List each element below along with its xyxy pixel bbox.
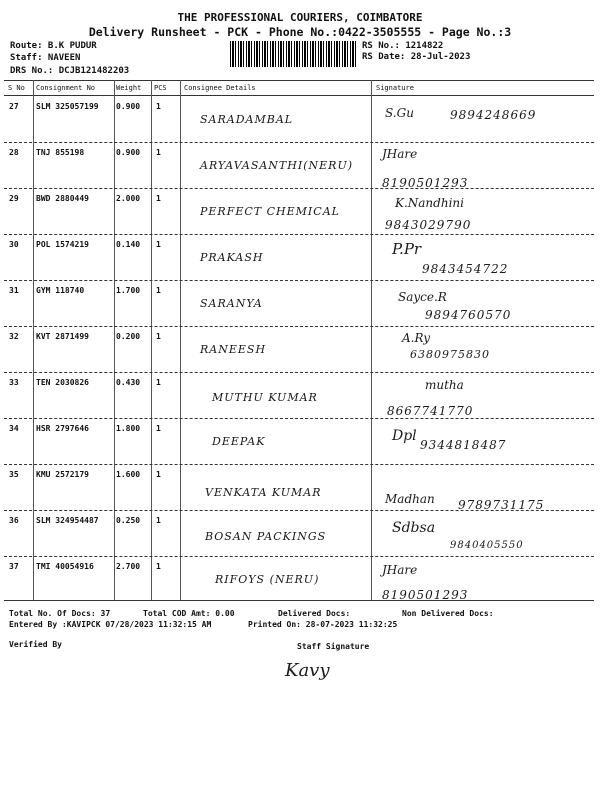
row-consignment-no: GYM 118740 [36, 286, 85, 295]
row-consignment-no: KVT 2871499 [36, 332, 89, 341]
row-sno: 34 [9, 424, 19, 433]
row-consignee: RANEESH [200, 343, 267, 356]
row-pcs: 1 [156, 102, 161, 111]
row-divider [4, 234, 594, 235]
col-header-sno: S No [8, 84, 25, 92]
row-phone: 9344818487 [420, 438, 507, 452]
row-divider [4, 556, 594, 557]
row-signature: JHare [382, 147, 418, 161]
total-docs: Total No. Of Docs: 37 [9, 609, 111, 618]
barcode-image [230, 41, 358, 67]
row-divider [4, 510, 594, 511]
row-sno: 36 [9, 516, 19, 525]
row-divider [4, 326, 594, 327]
rs-date: RS Date: 28-Jul-2023 [362, 52, 471, 62]
row-phone: 9840405550 [450, 540, 524, 551]
row-consignee: RIFOYS (NERU) [215, 573, 320, 586]
staff-signature-label: Staff Signature [297, 642, 370, 651]
row-signature: mutha [425, 378, 464, 392]
row-sno: 30 [9, 240, 19, 249]
staff-signature-mark: Kavy [285, 660, 330, 681]
company-title: THE PROFESSIONAL COURIERS, COIMBATORE [177, 11, 423, 24]
row-signature: A.Ry [402, 331, 431, 345]
row-weight: 0.900 [116, 148, 141, 157]
row-consignment-no: TEN 2030826 [36, 378, 89, 387]
row-sno: 29 [9, 194, 19, 203]
row-phone: 9843029790 [385, 218, 472, 232]
row-phone: 9789731175 [458, 498, 545, 512]
row-phone: 9843454722 [422, 262, 509, 276]
drs-number: DRS No.: DCJB121482203 [10, 66, 130, 76]
row-pcs: 1 [156, 194, 161, 203]
row-sno: 28 [9, 148, 19, 157]
row-weight: 1.600 [116, 470, 141, 479]
route-label: Route: B.K PUDUR [10, 41, 97, 51]
row-pcs: 1 [156, 516, 161, 525]
col-header-consignment: Consignment No [36, 84, 96, 92]
row-pcs: 1 [156, 240, 161, 249]
table-row [0, 374, 600, 420]
row-weight: 0.900 [116, 102, 141, 111]
row-signature: P.Pr [392, 240, 422, 258]
row-divider [4, 418, 594, 419]
row-sno: 35 [9, 470, 19, 479]
col-header-signature: Signature [376, 84, 414, 92]
row-weight: 2.000 [116, 194, 141, 203]
col-header-consignee: Consignee Details [184, 84, 256, 92]
row-phone: 9894760570 [425, 308, 512, 322]
delivered-docs: Delivered Docs: [278, 609, 351, 618]
row-consignment-no: TMI 40054916 [36, 562, 94, 571]
table-row [0, 466, 600, 512]
row-consignment-no: SLM 325057199 [36, 102, 99, 111]
row-consignee: MUTHU KUMAR [212, 391, 318, 404]
non-delivered-docs: Non Delivered Docs: [402, 609, 494, 618]
row-pcs: 1 [156, 332, 161, 341]
row-pcs: 1 [156, 148, 161, 157]
row-consignment-no: HSR 2797646 [36, 424, 89, 433]
row-signature: Madhan [385, 492, 435, 506]
row-divider [4, 280, 594, 281]
row-weight: 0.200 [116, 332, 141, 341]
row-phone: 8667741770 [387, 404, 474, 418]
table-header-border [4, 95, 594, 96]
row-weight: 2.700 [116, 562, 141, 571]
row-weight: 1.800 [116, 424, 141, 433]
row-signature: Dpl [392, 428, 417, 444]
row-sno: 37 [9, 562, 19, 571]
row-weight: 0.430 [116, 378, 141, 387]
verified-by-label: Verified By [9, 640, 62, 649]
row-phone: 6380975830 [410, 348, 490, 361]
table-row [0, 558, 600, 604]
row-consignee: PRAKASH [200, 251, 264, 264]
row-consignee: BOSAN PACKINGS [205, 530, 327, 543]
row-divider [4, 188, 594, 189]
row-sno: 31 [9, 286, 19, 295]
table-bottom-border [4, 600, 594, 601]
row-pcs: 1 [156, 378, 161, 387]
row-signature: K.Nandhini [395, 196, 464, 210]
row-consignee: SARANYA [200, 297, 263, 310]
table-row [0, 236, 600, 282]
row-consignee: DEEPAK [212, 435, 266, 448]
row-consignment-no: KMU 2572179 [36, 470, 89, 479]
table-row [0, 420, 600, 466]
table-row [0, 328, 600, 374]
runsheet-subtitle: Delivery Runsheet - PCK - Phone No.:0422-3505555 - Page No.:3 [88, 25, 512, 39]
row-weight: 0.250 [116, 516, 141, 525]
row-consignment-no: POL 1574219 [36, 240, 89, 249]
row-consignee: PERFECT CHEMICAL [200, 205, 340, 218]
row-consignee: VENKATA KUMAR [205, 486, 322, 499]
row-phone: 9894248669 [450, 108, 537, 122]
total-cod-amount: Total COD Amt: 0.00 [143, 609, 235, 618]
table-row [0, 512, 600, 558]
col-header-pcs: PCS [154, 84, 167, 92]
staff-label: Staff: NAVEEN [10, 53, 81, 63]
row-pcs: 1 [156, 424, 161, 433]
row-consignee: ARYAVASANTHI(NERU) [200, 159, 354, 172]
row-sno: 32 [9, 332, 19, 341]
table-row [0, 98, 600, 144]
table-row [0, 282, 600, 328]
row-signature: JHare [382, 563, 418, 577]
row-pcs: 1 [156, 470, 161, 479]
row-consignment-no: BWD 2880449 [36, 194, 89, 203]
row-consignment-no: SLM 324954487 [36, 516, 99, 525]
printed-on: Printed On: 28-07-2023 11:32:25 [248, 620, 398, 629]
table-row [0, 144, 600, 190]
row-signature: S.Gu [385, 106, 414, 120]
entered-by: Entered By :KAVIPCK 07/28/2023 11:32:15 AM [9, 620, 212, 629]
col-header-weight: Weight [116, 84, 142, 92]
row-divider [4, 142, 594, 143]
row-sno: 33 [9, 378, 19, 387]
row-phone: 8190501293 [382, 176, 469, 190]
rs-number: RS No.: 1214822 [362, 41, 444, 51]
row-sno: 27 [9, 102, 19, 111]
row-consignee: SARADAMBAL [200, 113, 294, 126]
row-weight: 0.140 [116, 240, 141, 249]
row-pcs: 1 [156, 562, 161, 571]
row-weight: 1.700 [116, 286, 141, 295]
table-row [0, 190, 600, 236]
row-phone: 8190501293 [382, 588, 469, 602]
row-pcs: 1 [156, 286, 161, 295]
row-divider [4, 464, 594, 465]
row-divider [4, 372, 594, 373]
table-top-border [4, 80, 594, 81]
row-signature: Sdbsa [392, 520, 436, 536]
row-signature: Sayce.R [398, 290, 447, 304]
row-consignment-no: TNJ 855198 [36, 148, 85, 157]
